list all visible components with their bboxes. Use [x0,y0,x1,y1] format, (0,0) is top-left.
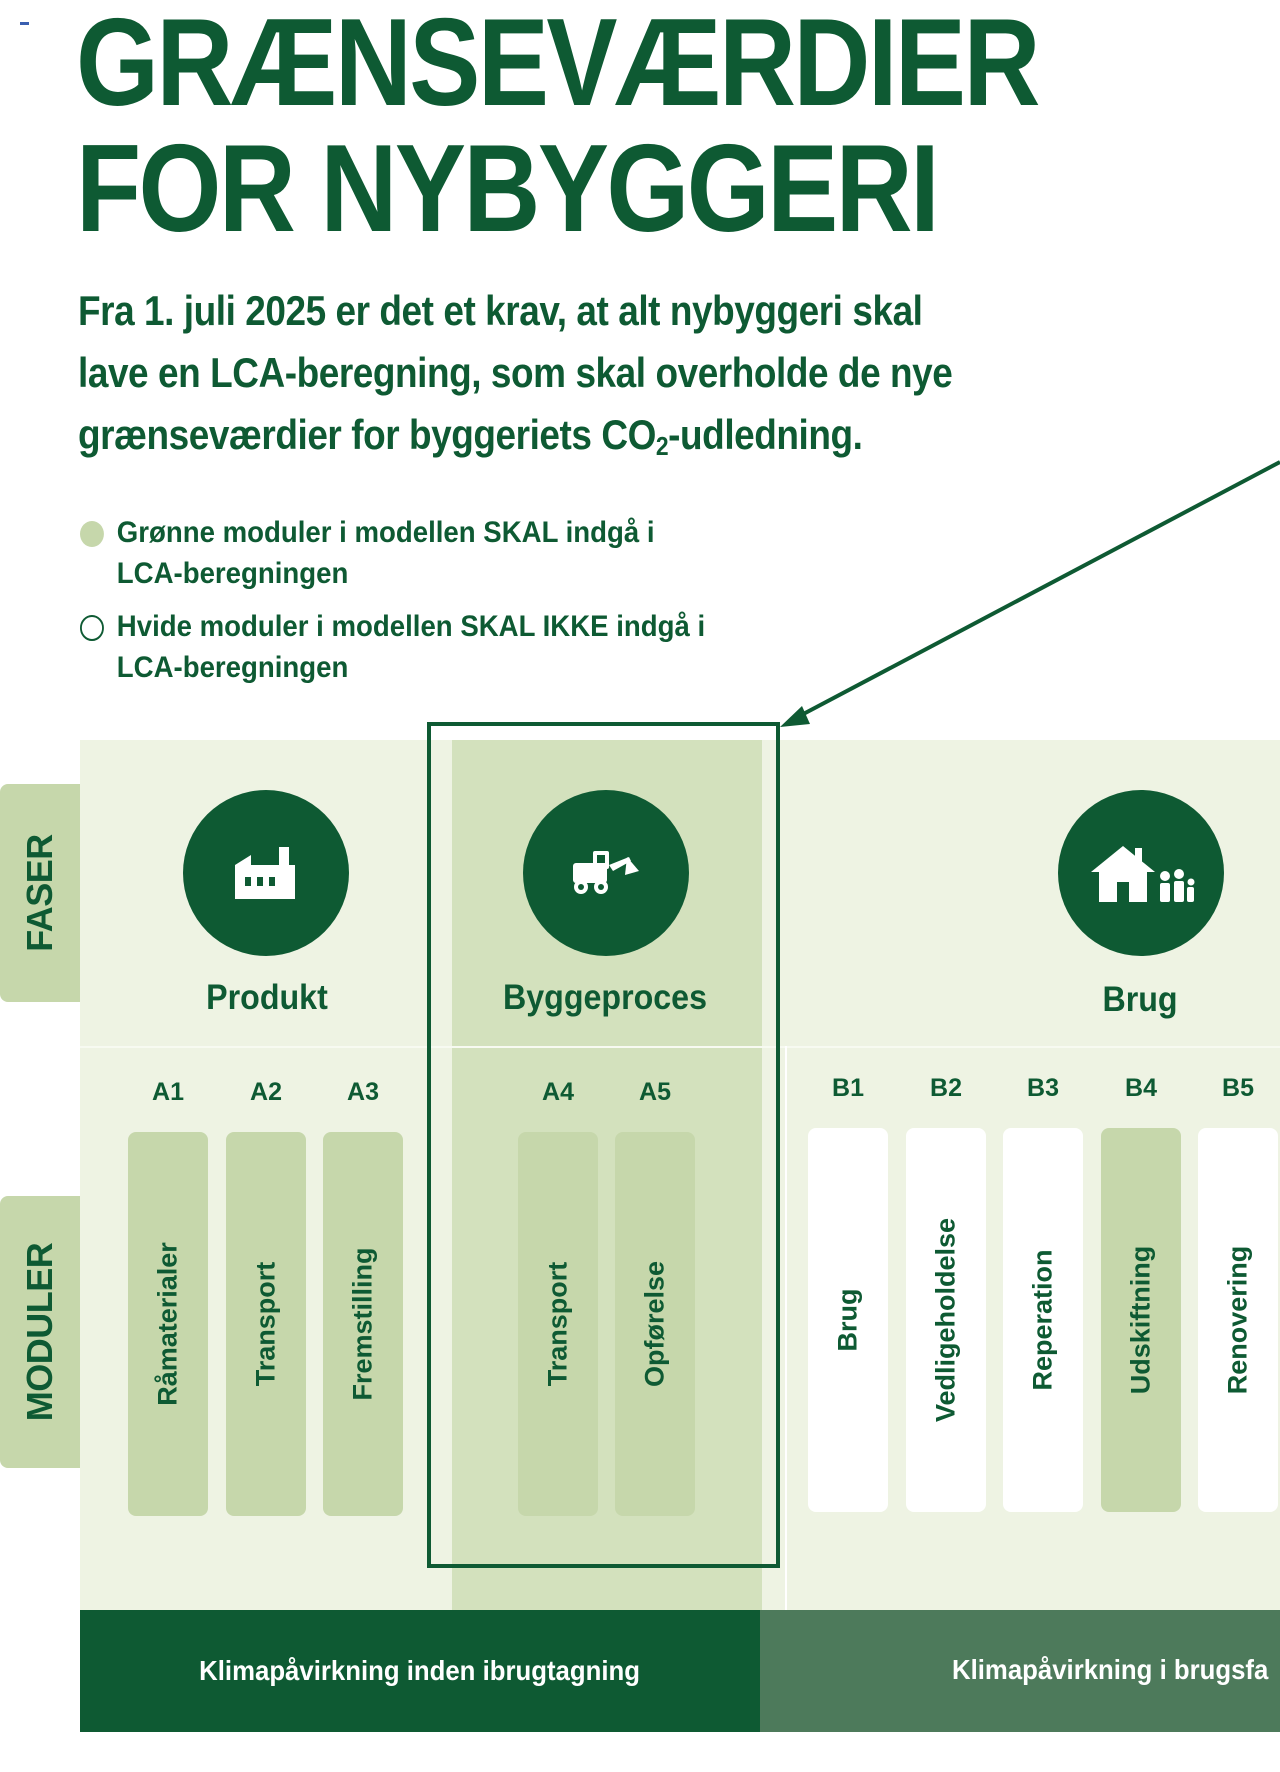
module-code-b1: B1 [832,1074,864,1102]
module-bar-a2 [226,1132,306,1516]
module-bar-b1 [808,1128,888,1512]
faser-tab [0,784,80,1002]
byggeproces-highlight [427,722,780,1568]
legend-white-line-2: LCA-beregningen [116,651,349,684]
module-label-a4: Transport [542,1261,573,1387]
produkt-circle [183,790,349,956]
module-bar-b5 [1198,1128,1278,1512]
footer-right-text: Klimapåvirkning i brugsfa [952,1654,1269,1685]
intro-line-1: Fra 1. juli 2025 er det et krav, at alt nybyggeri skal [78,287,923,334]
module-label-b2: Vedligeholdelse [930,1217,961,1423]
brug-label: Brug [1102,980,1178,1019]
title-line-1: GRÆNSEVÆRDIER [76,0,1038,132]
module-code-a1: A1 [152,1078,184,1106]
module-label-b4: Udskiftning [1125,1245,1156,1395]
module-label-a1: Råmaterialer [152,1242,183,1406]
moduler-label: MODULER [19,1242,60,1422]
module-bar-a3 [323,1132,403,1516]
module-bar-b4 [1101,1128,1181,1512]
module-code-a4: A4 [542,1078,574,1106]
footer-left-text: Klimapåvirkning inden ibrugtagning [199,1655,641,1686]
produkt-label: Produkt [206,978,328,1017]
moduler-tab [0,1196,80,1468]
lca-diagram [0,740,1280,1740]
module-code-a5: A5 [639,1078,671,1106]
column-divider [785,1046,787,1610]
intro-line-2: lave en LCA-beregning, som skal overholde de nye [78,349,953,396]
intro-subscript: 2 [655,431,669,461]
module-label-b1: Brug [832,1288,863,1352]
module-code-b2: B2 [930,1074,962,1102]
house-family-icon [1087,838,1195,908]
pointer-arrow [0,0,1280,760]
faser-label: FASER [19,834,60,952]
legend-white-line-1: Hvide moduler i modellen SKAL IKKE indgå i [116,610,706,643]
arrow-line [792,462,1280,720]
factory-icon [231,843,301,903]
arrow-head-icon [780,706,810,727]
module-bar-a1 [128,1132,208,1516]
module-label-a3: Fremstilling [347,1247,378,1401]
module-label-a2: Transport [250,1261,281,1387]
intro-line-3-post: -udledning. [668,411,863,458]
module-code-b3: B3 [1027,1074,1059,1102]
byggeproces-label: Byggeproces [502,978,708,1017]
module-code-b4: B4 [1125,1074,1157,1102]
module-code-a2: A2 [250,1078,282,1106]
module-bar-b3 [1003,1128,1083,1512]
title-line-2: FOR NYBYGGERI [76,120,938,258]
module-label-b3: Reperation [1027,1249,1058,1391]
module-label-a5: Opførelse [639,1260,670,1388]
intro-line-3-pre: grænseværdier for byggeriets CO [78,411,656,458]
module-bar-b2 [906,1128,986,1512]
footer-before-use [80,1610,760,1732]
module-code-b5: B5 [1222,1074,1254,1102]
legend-green-line-1: Grønne moduler i modellen SKAL indgå i [116,516,655,549]
footer-use-phase [760,1610,1280,1732]
module-code-a3: A3 [347,1078,379,1106]
module-label-b5: Renovering [1222,1245,1253,1395]
legend-green-line-2: LCA-beregningen [116,557,349,590]
brug-circle [1058,790,1224,956]
